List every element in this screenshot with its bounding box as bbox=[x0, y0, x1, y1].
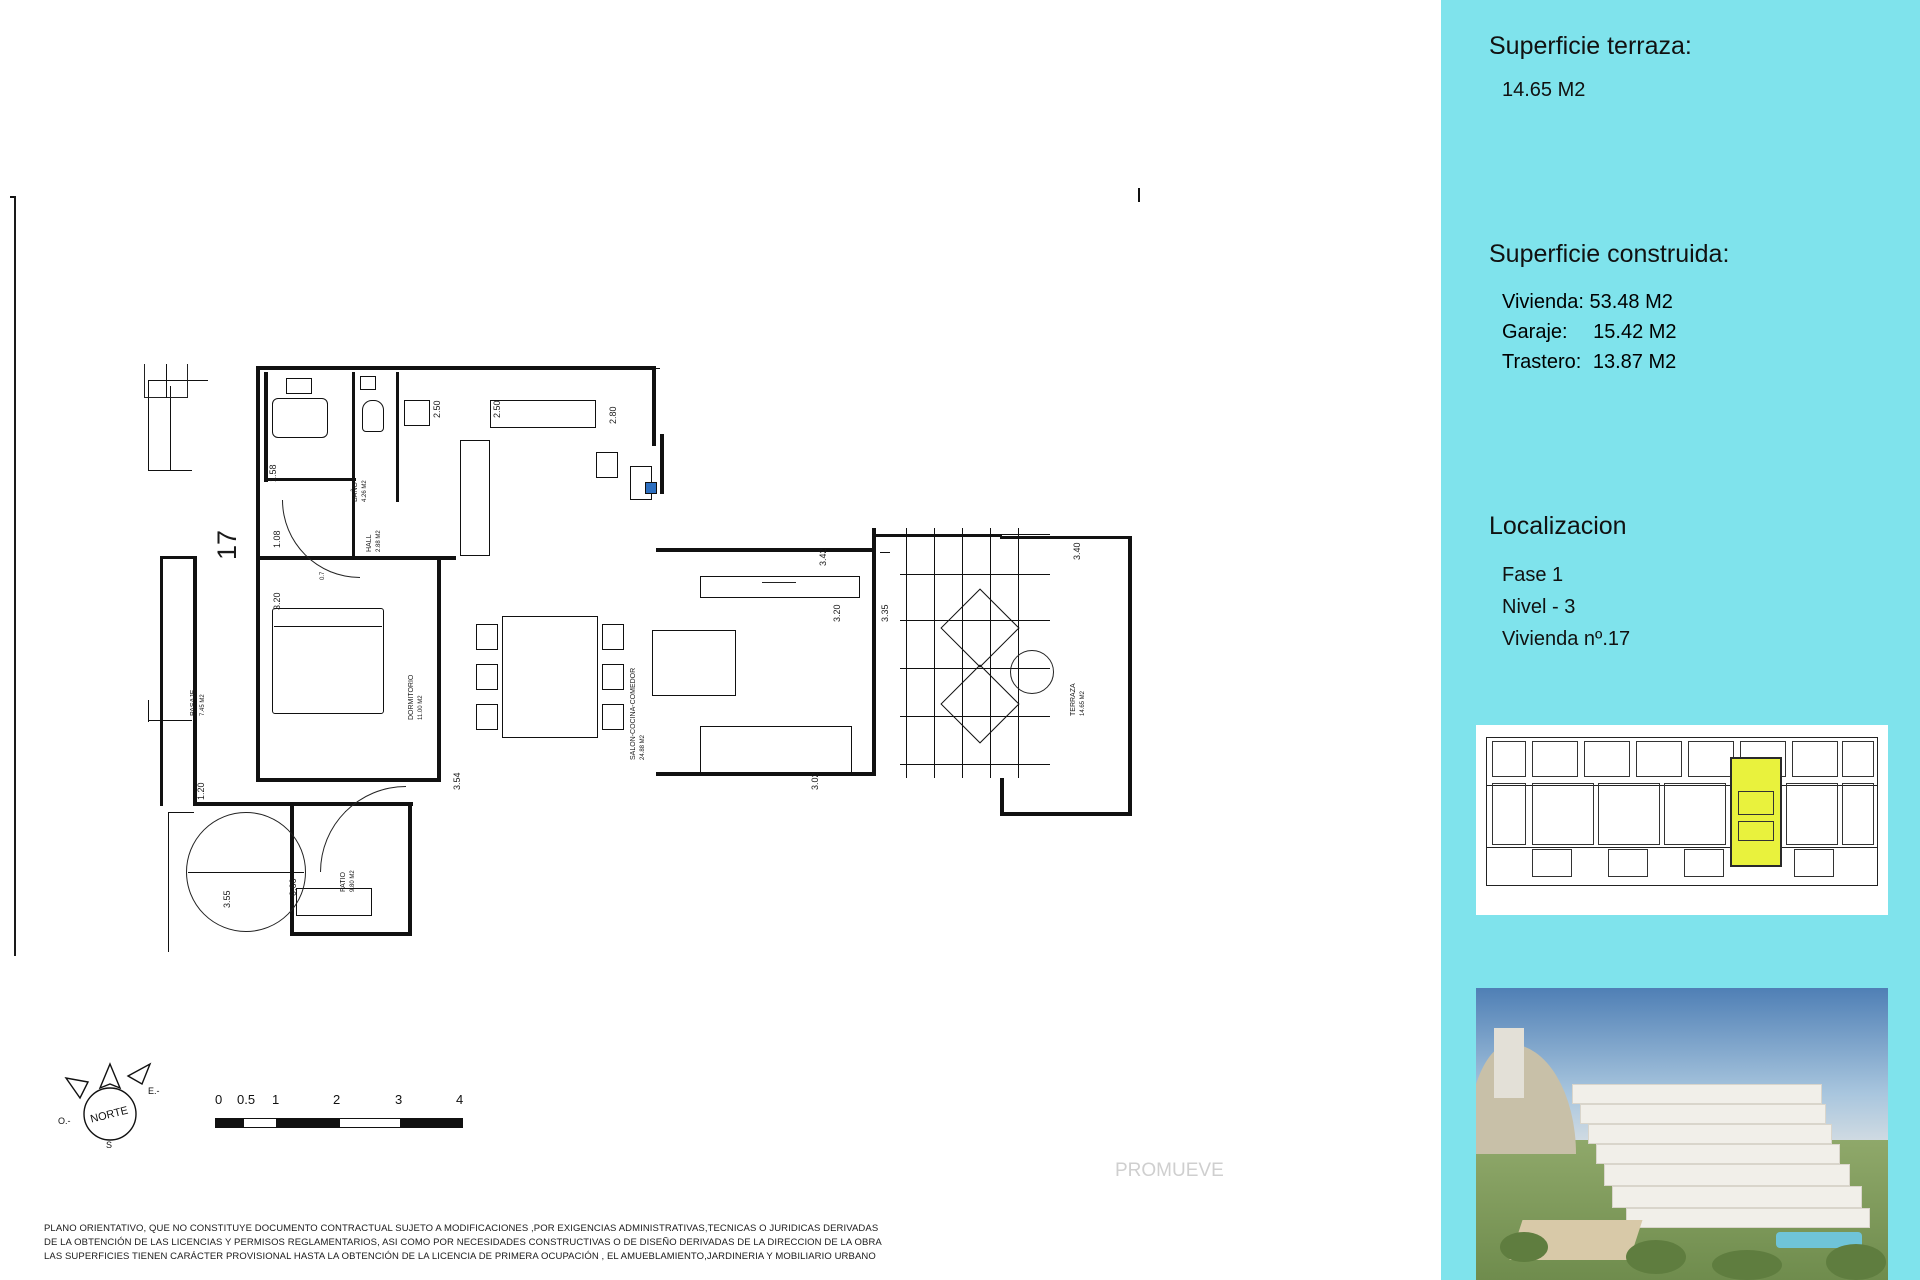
keyplan-unit bbox=[1636, 741, 1682, 777]
keyplan-unit bbox=[1584, 741, 1630, 777]
dimension: 1.58 bbox=[268, 464, 278, 482]
dimension: 2.50 bbox=[432, 400, 442, 418]
wall bbox=[1000, 778, 1004, 816]
dimension: 2.80 bbox=[608, 406, 618, 424]
coffee-table bbox=[652, 630, 736, 696]
built-row-garaje bbox=[1502, 317, 1729, 347]
keyplan-line bbox=[1486, 737, 1487, 885]
built-row-garaje-value: 15.42 M2 bbox=[1593, 321, 1677, 343]
kitchen-appliance bbox=[596, 452, 618, 478]
legal-line-3: LAS SUPERFICIES TIENEN CARÁCTER PROVISIONAL HASTA LA OBTENCIÓN DE LA LICENCIA DE PRIMERA OCUPACIÓN , EL AMUEBLAMIENTO,JARDINERIA Y MOBILIARIO URBANO bbox=[44, 1251, 876, 1262]
guide-line bbox=[148, 470, 192, 471]
guide-line bbox=[148, 700, 149, 722]
tv-unit bbox=[700, 576, 860, 598]
door-label: 0.7 bbox=[320, 571, 326, 580]
room-label-hall: HALL bbox=[366, 534, 373, 552]
wall bbox=[160, 556, 163, 806]
keyplan-line bbox=[1486, 885, 1878, 886]
room-label-bano: BAÑO bbox=[352, 482, 359, 502]
dimension: 3.20 bbox=[272, 592, 282, 610]
paving-line bbox=[900, 764, 1050, 765]
scale-tick-label: 2 bbox=[333, 1092, 341, 1107]
guide-line bbox=[148, 720, 192, 721]
built-row-garaje-label: Garaje: bbox=[1502, 321, 1568, 343]
plan-unit-number: 17 bbox=[212, 529, 242, 560]
render-building bbox=[1580, 1104, 1826, 1124]
location-title: Localizacion bbox=[1489, 512, 1627, 540]
keyplan-unit bbox=[1684, 849, 1724, 877]
dimension: 1.08 bbox=[272, 530, 282, 548]
wall bbox=[876, 534, 1002, 537]
legal-notice bbox=[44, 1222, 984, 1264]
dining-chair bbox=[476, 624, 498, 650]
development-render-photo bbox=[1476, 988, 1888, 1280]
door-swing-arc bbox=[320, 786, 406, 872]
dining-table bbox=[502, 616, 598, 738]
patio-fixture bbox=[296, 888, 372, 916]
toilet-fixture bbox=[362, 400, 384, 432]
promueve-label: PROMUEVE bbox=[1115, 1160, 1224, 1181]
scale-segment bbox=[277, 1118, 339, 1128]
guide-line bbox=[14, 196, 16, 956]
tv-arrow-icon bbox=[762, 582, 796, 583]
guide-line bbox=[170, 386, 171, 470]
wall bbox=[1128, 536, 1132, 816]
key-plan bbox=[1476, 725, 1888, 915]
keyplan-unit bbox=[1492, 783, 1526, 845]
room-area-salon: 24.88 M2 bbox=[640, 734, 646, 760]
location-vivienda: Vivienda nº.17 bbox=[1502, 628, 1631, 650]
scale-tick-label: 0.5 bbox=[237, 1092, 256, 1107]
info-panel bbox=[1441, 0, 1920, 1280]
guide-line bbox=[168, 812, 194, 813]
room-area-hall: 2.88 M2 bbox=[376, 530, 382, 552]
wall bbox=[396, 372, 399, 502]
wall bbox=[256, 556, 260, 782]
dimension: 0.66 bbox=[288, 878, 298, 896]
wall bbox=[660, 434, 664, 494]
room-area-terraza: 14.65 M2 bbox=[1080, 690, 1086, 716]
keyplan-highlight-detail bbox=[1738, 821, 1774, 841]
svg-text:O.-: O.- bbox=[58, 1116, 71, 1126]
legal-line-1: PLANO ORIENTATIVO, QUE NO CONSTITUYE DOCUMENTO CONTRACTUAL SUJETO A MODIFICACIONES ,POR EXIGENCIAS ADMINISTRATIVAS,TECNICAS O JURIDICAS DERIVADAS bbox=[44, 1223, 879, 1234]
keyplan-unit bbox=[1794, 849, 1834, 877]
dining-chair bbox=[602, 664, 624, 690]
wall bbox=[652, 366, 656, 446]
wall bbox=[256, 366, 656, 370]
guide-line bbox=[168, 812, 169, 952]
wall bbox=[872, 528, 876, 776]
dimension: 3.54 bbox=[452, 772, 462, 790]
room-label-salon: SALON-COCINA-COMEDOR bbox=[630, 667, 637, 760]
dining-chair bbox=[476, 704, 498, 730]
shower-fixture bbox=[404, 400, 430, 426]
window-symbol bbox=[645, 482, 657, 494]
keyplan-unit bbox=[1598, 783, 1660, 845]
room-area-dormitorio: 11.00 M2 bbox=[418, 695, 424, 720]
wall bbox=[1000, 536, 1132, 539]
built-area-title: Superficie construida: bbox=[1489, 240, 1730, 268]
turning-circle-diameter bbox=[188, 872, 304, 873]
scale-segment bbox=[401, 1118, 463, 1128]
dimension: 3.35 bbox=[880, 604, 890, 622]
terrace-area-value: 14.65 M2 bbox=[1502, 79, 1586, 101]
keyplan-unit bbox=[1532, 783, 1594, 845]
wall bbox=[193, 556, 197, 806]
wall bbox=[408, 806, 412, 936]
built-row-trastero-value: 13.87 M2 bbox=[1592, 351, 1677, 373]
keyplan-unit bbox=[1664, 783, 1726, 845]
wall bbox=[256, 778, 441, 782]
svg-text:NORTE: NORTE bbox=[89, 1104, 130, 1126]
render-building bbox=[1626, 1208, 1870, 1228]
scale-segment bbox=[243, 1118, 277, 1128]
keyplan-unit bbox=[1532, 849, 1572, 877]
dining-chair bbox=[476, 664, 498, 690]
bathroom-unit bbox=[360, 376, 376, 390]
dimension-line bbox=[880, 552, 890, 553]
room-area-patio: 9.80 M2 bbox=[350, 870, 356, 892]
wall bbox=[437, 556, 441, 782]
built-row-trastero bbox=[1502, 347, 1729, 377]
scale-tick-label: 1 bbox=[272, 1092, 280, 1107]
built-row-vivienda-value: 53.48 M2 bbox=[1589, 291, 1673, 313]
keyplan-highlight-detail bbox=[1738, 791, 1774, 815]
scale-tick-label: 3 bbox=[395, 1092, 403, 1107]
kitchen-counter bbox=[490, 400, 596, 428]
svg-text:S: S bbox=[106, 1140, 113, 1150]
bathtub-fixture bbox=[272, 398, 328, 438]
location-nivel: Nivel - 3 bbox=[1502, 596, 1576, 618]
keyplan-unit bbox=[1492, 741, 1526, 777]
dimension: 3.02 bbox=[810, 772, 820, 790]
dimension: 1.20 bbox=[196, 782, 206, 800]
dimension-line bbox=[600, 368, 660, 369]
built-row-trastero-label: Trastero: bbox=[1502, 351, 1582, 373]
built-row-vivienda bbox=[1502, 287, 1729, 317]
room-area-pasaje: 7.45 M2 bbox=[200, 694, 206, 716]
wall bbox=[160, 556, 196, 559]
render-building bbox=[1596, 1144, 1840, 1164]
dimension: 3.55 bbox=[222, 890, 232, 908]
room-label-dormitorio: DORMITORIO bbox=[408, 674, 415, 720]
legal-line-2: DE LA OBTENCIÓN DE LAS LICENCIAS Y PERMISOS REGLAMENTARIOS, ASI COMO POR NECESIDADES CONSTRUCTIVAS O DE DISEÑO DERIVADAS DE LA DIRECCION DE LA OBRA bbox=[44, 1237, 882, 1248]
keyplan-unit bbox=[1842, 741, 1874, 777]
bed-pillow-line bbox=[274, 626, 382, 627]
render-building bbox=[1612, 1186, 1862, 1208]
wall bbox=[1000, 812, 1132, 816]
keyplan-line bbox=[1877, 737, 1878, 885]
built-area-block bbox=[1489, 240, 1729, 377]
scale-tick-label: 4 bbox=[456, 1092, 464, 1107]
render-bush bbox=[1712, 1250, 1782, 1280]
dimension: 3.40 bbox=[1072, 542, 1082, 560]
render-tower bbox=[1494, 1028, 1524, 1098]
render-bush bbox=[1826, 1244, 1886, 1280]
dimension: 3.42 bbox=[818, 548, 828, 566]
location-fase: Fase 1 bbox=[1502, 564, 1564, 586]
stair-line bbox=[166, 364, 167, 398]
keyplan-unit bbox=[1688, 741, 1734, 777]
scale-segment bbox=[339, 1118, 401, 1128]
paving-line bbox=[934, 528, 935, 778]
sofa bbox=[700, 726, 852, 776]
paving-line bbox=[906, 528, 907, 778]
terrace-area-block bbox=[1489, 32, 1692, 102]
paving-line bbox=[962, 528, 963, 778]
north-compass bbox=[58, 1058, 168, 1150]
room-area-bano: 4.26 M2 bbox=[362, 480, 368, 502]
render-bush bbox=[1500, 1232, 1548, 1262]
room-label-pasaje: PASAJE bbox=[190, 689, 197, 716]
dining-chair bbox=[602, 624, 624, 650]
wall bbox=[256, 366, 260, 566]
scale-segment bbox=[215, 1118, 243, 1128]
dimension: 3.20 bbox=[832, 604, 842, 622]
guide-line bbox=[1138, 188, 1140, 202]
dining-chair bbox=[602, 704, 624, 730]
render-building bbox=[1604, 1164, 1850, 1186]
wall bbox=[290, 932, 412, 936]
render-building bbox=[1572, 1084, 1822, 1104]
keyplan-line bbox=[1486, 847, 1878, 848]
room-label-patio: PATIO bbox=[340, 872, 347, 892]
keyplan-unit bbox=[1792, 741, 1838, 777]
kitchen-counter bbox=[460, 440, 490, 556]
wall bbox=[656, 772, 876, 776]
dimension: 2.50 bbox=[492, 400, 502, 418]
wall bbox=[656, 548, 876, 552]
keyplan-unit bbox=[1532, 741, 1578, 777]
svg-text:E.-: E.- bbox=[148, 1086, 160, 1096]
washbasin-fixture bbox=[286, 378, 312, 394]
scale-tick-label: 0 bbox=[215, 1092, 223, 1107]
location-block bbox=[1489, 512, 1630, 655]
keyplan-unit bbox=[1842, 783, 1874, 845]
render-building bbox=[1588, 1124, 1832, 1144]
keyplan-line bbox=[1486, 737, 1878, 738]
keyplan-unit bbox=[1786, 783, 1838, 845]
bed-furniture bbox=[272, 608, 384, 714]
keyplan-unit bbox=[1608, 849, 1648, 877]
terrace-table bbox=[1010, 650, 1054, 694]
built-row-vivienda-label: Vivienda: bbox=[1502, 291, 1584, 313]
room-label-terraza: TERRAZA bbox=[1070, 683, 1077, 716]
paving-line bbox=[900, 574, 1050, 575]
door-swing-arc bbox=[282, 500, 360, 578]
render-bush bbox=[1626, 1240, 1686, 1274]
terrace-area-title: Superficie terraza: bbox=[1489, 32, 1692, 60]
